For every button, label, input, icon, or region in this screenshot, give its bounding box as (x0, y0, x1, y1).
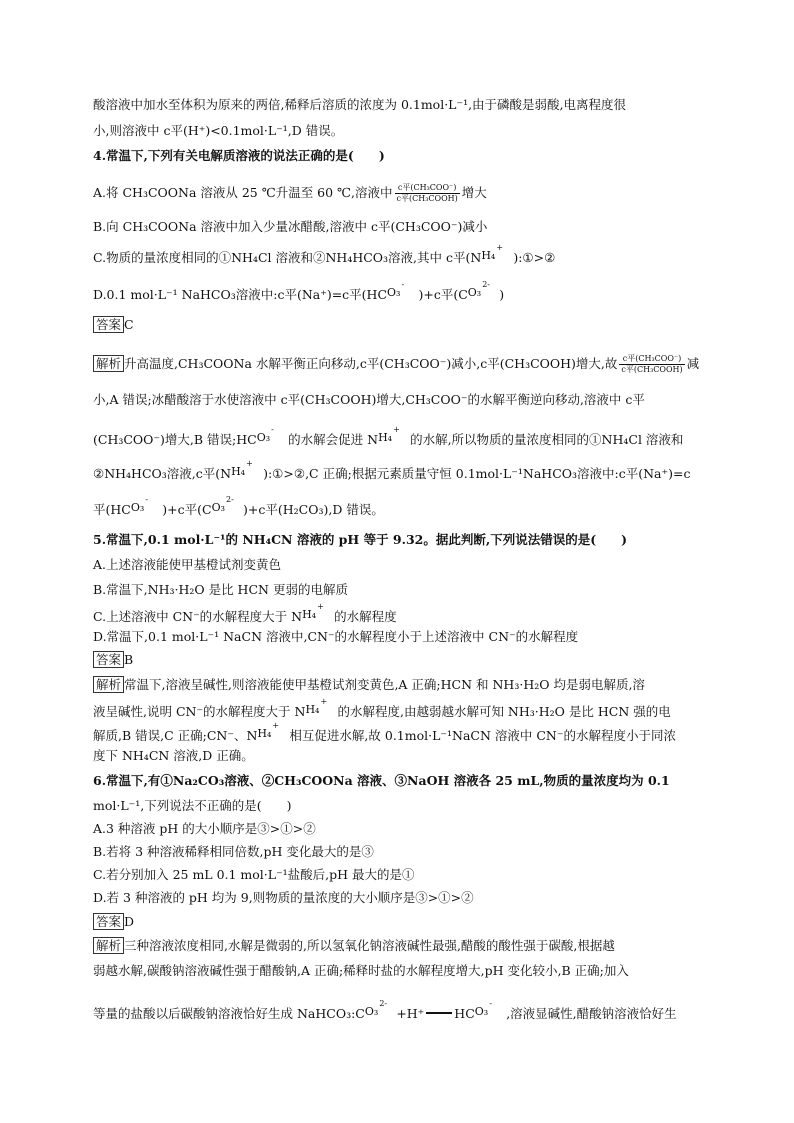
q4-option-c (93, 243, 556, 267)
q4-an5-ion2-base: O₃ (211, 501, 226, 514)
intro-line-1: 酸溶液中加水至体积为原来的两倍,稀释后溶质的浓度为 0.1mol·L⁻¹,由于磷酸是弱酸,电离程度很 (93, 97, 627, 112)
q4-an5-ion1-base: O₃ (130, 501, 145, 514)
q6-an3-mid2: HC (454, 1006, 475, 1021)
q4-d-ion1 (387, 280, 405, 304)
q6-an3-ion1-base: O₃ (364, 1005, 379, 1018)
equilibrium-sign (426, 1012, 452, 1014)
q6-option-c: C.若分别加入 25 mL 0.1 mol·L⁻¹盐酸后,pH 最大的是① (93, 867, 415, 882)
q5-option-b: B.常温下,NH₃·H₂O 是比 HCN 更弱的电解质 (93, 582, 348, 597)
q4-an5-mid: )+c平(C (162, 502, 212, 517)
q4-an5-ion1-charge: - (145, 495, 148, 504)
q4-analysis-4 (93, 459, 691, 483)
q5-c-ion-charge: + (317, 602, 324, 611)
q4-analysis-label: 解析 (93, 355, 124, 372)
q4-a-numerator: c平(CH₃COO⁻) (395, 183, 460, 194)
q5-analysis-1 (93, 676, 645, 694)
q4-d-ion1-base: O₃ (387, 286, 401, 299)
q5-an3-ion-charge: + (272, 721, 280, 730)
q4-an5-pre: 平(HC (93, 502, 131, 517)
q4-c-pre: C.物质的量浓度相同的①NH₄Cl 溶液和②NH₄HCO₃溶液,其中 c平(N (93, 250, 482, 265)
q4-a-denominator: c平(CH₃COOH) (396, 194, 458, 203)
q6-option-b: B.若将 3 种溶液稀释相同倍数,pH 变化最大的是③ (93, 844, 374, 859)
q4-an1-fraction (619, 354, 684, 375)
q4-d-ion1-charge: - (401, 280, 405, 289)
q4-an3-pre: (CH₃COO⁻)增大,B 错误;HC (93, 432, 257, 447)
q4-an4-ion-base: H₄ (231, 465, 246, 478)
q5-stem: 5.常温下,0.1 mol·L⁻¹的 NH₄CN 溶液的 pH 等于 9.32。据此判断,下列说法错误的是( ) (93, 532, 628, 547)
q6-analysis-2: 弱越水解,碳酸钠溶液碱性强于醋酸钠,A 正确;稀释时盐的水解程度增大,pH 变化较小,B 正确;加入 (93, 963, 629, 978)
q6-analysis-1 (93, 937, 615, 955)
q6-an3-ion2 (474, 999, 492, 1023)
q4-analysis-3 (93, 425, 684, 449)
q5-analysis-3 (93, 721, 676, 745)
q4-c-ion-charge: + (496, 243, 504, 252)
q4-d-pre: D.0.1 mol·L⁻¹ NaHCO₃溶液中:c平(Na⁺)=c平(HC (93, 287, 388, 302)
q4-an1-numerator: c平(CH₃COO⁻) (619, 354, 684, 365)
q5-analysis-label: 解析 (93, 676, 124, 693)
q4-an3-ion2-charge: + (393, 425, 400, 434)
q4-an1-post: 减 (686, 356, 700, 371)
q6-an3-ion1-charge: 2- (379, 999, 388, 1008)
q5-an3-pre: 解质,B 错误,C 正确;CN⁻、N (93, 728, 258, 743)
q4-an3-ion1-charge: - (271, 425, 274, 434)
q4-c-ion-base: H₄ (481, 249, 496, 262)
q4-an3-ion1-base: O₃ (256, 431, 271, 444)
intro-line-2: 小,则溶液中 c平(H⁺)<0.1mol·L⁻¹,D 错误。 (93, 123, 344, 138)
q6-option-d: D.若 3 种溶液的 pH 均为 9,则物质的量浓度的大小顺序是③>①>② (93, 890, 474, 905)
q4-an3-mid: 的水解会促进 N (288, 432, 379, 447)
q6-answer (93, 913, 134, 931)
q4-analysis-1 (93, 354, 699, 375)
q4-an5-ion1 (130, 495, 148, 519)
q6-stem-2: mol·L⁻¹,下列说法不正确的是( ) (93, 798, 292, 813)
q4-c-ion (481, 243, 504, 267)
q4-an1-pre: 升高温度,CH₃COONa 水解平衡正向移动,c平(CH₃COO⁻)减小,c平(CH₃COOH)增大,故 (124, 356, 618, 371)
q5-an1-text: 常温下,溶液呈碱性,则溶液能使甲基橙试剂变黄色,A 正确;HCN 和 NH₃·H₂O 均是弱电解质,溶 (124, 677, 645, 692)
q4-analysis-2: 小,A 错误;冰醋酸溶于水使溶液中 c平(CH₃COOH)增大,CH₃COO⁻的水解平衡逆向移动,溶液中 c平 (93, 392, 645, 407)
q5-answer-label: 答案 (93, 651, 124, 668)
q5-analysis-2 (93, 697, 671, 721)
q5-an2-ion-charge: + (320, 697, 328, 706)
q4-answer (93, 316, 134, 334)
q4-answer-value: C (124, 317, 134, 332)
q4-an4-ion-charge: + (246, 459, 253, 468)
q4-an3-ion2 (378, 425, 400, 449)
q4-an5-ion2-charge: 2- (226, 495, 234, 504)
q6-an1-text: 三种溶液浓度相同,水解是微弱的,所以氢氧化钠溶液碱性最强,醋酸的酸性强于碳酸,根据越 (124, 938, 615, 953)
q4-a-pre: A.将 CH₃COONa 溶液从 25 ℃升温至 60 ℃,溶液中 (93, 185, 393, 200)
q5-an2-pre: 液呈碱性,说明 CN⁻的水解程度大于 N (93, 704, 306, 719)
q4-option-b: B.向 CH₃COONa 溶液中加入少量冰醋酸,溶液中 c平(CH₃COO⁻)减小 (93, 219, 488, 234)
q4-an5-ion2 (211, 495, 234, 519)
q4-an3-post: 的水解,所以物质的量浓度相同的①NH₄Cl 溶液和 (410, 432, 684, 447)
q4-an4-pre: ②NH₄HCO₃溶液,c平(N (93, 466, 232, 481)
q6-an3-ion1 (364, 999, 388, 1023)
q4-a-post: 增大 (461, 185, 487, 200)
q4-an4-post: ):①>②,C 正确;根据元素质量守恒 0.1mol·L⁻¹NaHCO₃溶液中:c平(Na⁺)=c (263, 466, 691, 481)
q5-option-c (93, 602, 397, 626)
q4-answer-label: 答案 (93, 316, 124, 333)
q6-an3-mid: +H⁺ (396, 1006, 425, 1021)
q4-an5-post: )+c平(H₂CO₃),D 错误。 (243, 502, 384, 517)
q4-an4-ion (231, 459, 253, 483)
q6-an3-pre: 等量的盐酸以后碳酸钠溶液恰好生成 NaHCO₃:C (93, 1006, 365, 1021)
q4-an3-ion1 (256, 425, 274, 449)
q5-option-d: D.常温下,0.1 mol·L⁻¹ NaCN 溶液中,CN⁻的水解程度小于上述溶液中 CN⁻的水解程度 (93, 629, 579, 644)
q4-option-a (93, 183, 487, 204)
q6-stem-1: 6.常温下,有①Na₂CO₃溶液、②CH₃COONa 溶液、③NaOH 溶液各 25 mL,物质的量浓度均为 0.1 (93, 773, 670, 788)
q4-d-ion2-base: O₃ (467, 286, 482, 299)
q4-d-ion2-charge: 2- (482, 280, 490, 289)
q6-option-a: A.3 种溶液 pH 的大小顺序是③>①>② (93, 821, 316, 836)
q5-an3-ion-base: H₄ (257, 727, 272, 740)
q6-analysis-3 (93, 999, 677, 1023)
q4-stem: 4.常温下,下列有关电解质溶液的说法正确的是( ) (93, 148, 385, 163)
q5-an3-post: 相互促进水解,故 0.1mol·L⁻¹NaCN 溶液中 CN⁻的水解程度小于同浓 (289, 728, 676, 743)
q6-answer-label: 答案 (93, 913, 124, 930)
q5-c-ion-base: H₄ (302, 608, 317, 621)
q4-c-post: ):①>② (513, 250, 556, 265)
q5-answer-value: B (124, 652, 134, 667)
q5-c-pre: C.上述溶液中 CN⁻的水解程度大于 N (93, 609, 303, 624)
q6-answer-value: D (124, 914, 135, 929)
q4-a-fraction (395, 183, 460, 204)
q6-an3-ion2-base: O₃ (474, 1005, 489, 1018)
q5-an2-ion (305, 697, 328, 721)
q5-analysis-4: 度下 NH₄CN 溶液,D 正确。 (93, 748, 254, 763)
q4-option-d (93, 280, 505, 304)
q6-an3-ion2-charge: - (489, 999, 492, 1008)
q5-answer (93, 651, 133, 669)
q4-d-ion2 (467, 280, 490, 304)
q4-an1-denominator: c平(CH₃COOH) (621, 365, 683, 374)
q4-d-mid: )+c平(C (418, 287, 468, 302)
q5-c-post: 的水解程度 (334, 609, 397, 624)
q5-an2-ion-base: H₄ (305, 703, 320, 716)
q5-c-ion (302, 602, 324, 626)
q5-an2-post: 的水解程度,由越弱越水解可知 NH₃·H₂O 是比 HCN 强的电 (337, 704, 671, 719)
q6-analysis-label: 解析 (93, 937, 124, 954)
q6-an3-post: ,溶液显碱性,醋酸钠溶液恰好生 (506, 1006, 677, 1021)
q4-analysis-5 (93, 495, 384, 519)
q4-an3-ion2-base: H₄ (378, 431, 393, 444)
q4-d-post: ) (499, 287, 505, 302)
q5-option-a: A.上述溶液能使甲基橙试剂变黄色 (93, 557, 282, 572)
q5-an3-ion (257, 721, 280, 745)
